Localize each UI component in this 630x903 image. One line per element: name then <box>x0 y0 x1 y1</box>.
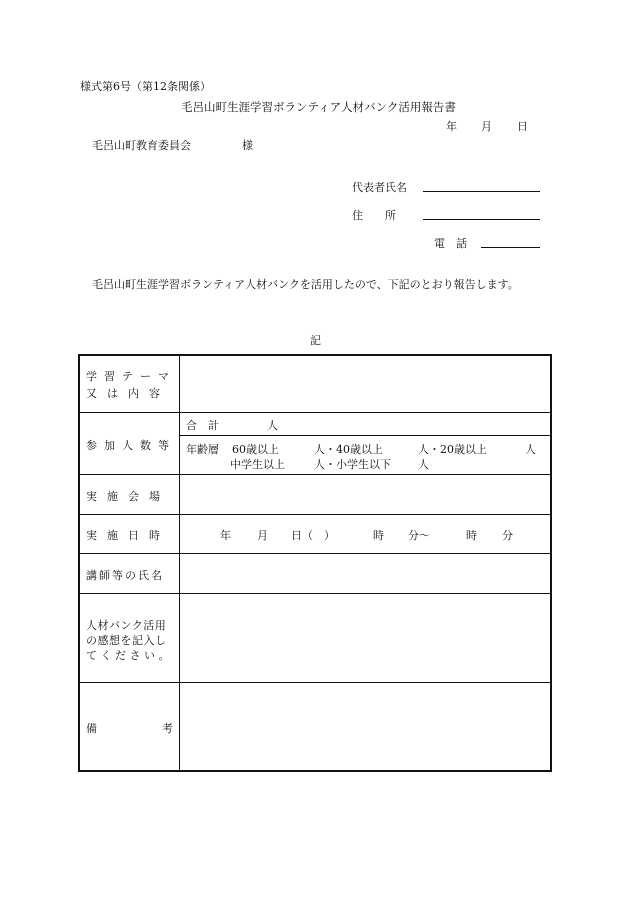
total-label: 合 計 <box>186 419 219 432</box>
total-persons-unit: 人 <box>267 419 278 432</box>
participants-subdivider <box>179 435 550 436</box>
date-month-label: 月 <box>481 120 492 133</box>
theme-label-line2: 又は内容 <box>86 387 170 400</box>
theme-label-line1: 学習テーマ <box>86 370 176 383</box>
age-label: 年齢層 <box>186 443 219 456</box>
impression-label-line3: てください。 <box>86 649 173 662</box>
rep-name-field[interactable] <box>423 191 540 192</box>
row-remarks <box>80 683 550 770</box>
datetime-month: 月 <box>257 529 268 542</box>
separator-dot-2: ・ <box>429 443 440 456</box>
ki-heading: 記 <box>310 334 321 347</box>
age-junior-unit: 人 <box>314 458 325 471</box>
impression-label-line1: 人材バンク活用 <box>86 619 167 632</box>
datetime-label: 実施日時 <box>86 529 170 542</box>
age-elem: 小学生以下 <box>336 458 391 471</box>
separator-dot-1: ・ <box>325 443 336 456</box>
age-over60: 60歳以上 <box>232 443 279 456</box>
theme-input[interactable] <box>180 356 550 412</box>
document-title: 毛呂山町生涯学習ボランティア人材バンク活用報告書 <box>181 100 456 114</box>
age-junior: 中学生以上 <box>230 458 285 471</box>
datetime-hour-end: 時 <box>466 529 477 542</box>
age-over60-unit: 人 <box>314 443 325 456</box>
address-label: 住 所 <box>352 209 396 222</box>
report-form-table <box>78 354 552 772</box>
instructor-label: 講師等の氏名 <box>86 569 164 582</box>
row-venue <box>80 475 550 515</box>
datetime-hour-start: 時 <box>373 529 384 542</box>
venue-label: 実施会場 <box>86 490 170 503</box>
remarks-input[interactable] <box>180 683 550 770</box>
date-day-label: 日 <box>517 120 528 133</box>
separator-dot-3: ・ <box>325 458 336 471</box>
date-year-label: 年 <box>446 120 457 133</box>
datetime-minute-start: 分〜 <box>408 529 430 542</box>
phone-label: 電 話 <box>434 237 467 250</box>
phone-field[interactable] <box>481 247 540 248</box>
row-datetime <box>80 515 550 554</box>
addressee: 毛呂山町教育委員会 <box>92 139 191 152</box>
venue-input[interactable] <box>180 475 550 514</box>
row-theme <box>80 356 550 413</box>
age-over20-unit: 人 <box>525 443 536 456</box>
datetime-day: 日（ ） <box>291 529 335 542</box>
age-over20: 20歳以上 <box>440 443 487 456</box>
row-impressions <box>80 594 550 683</box>
remarks-label-end: 考 <box>162 722 173 735</box>
report-statement: 毛呂山町生涯学習ボランティア人材バンクを活用したので、下記のとおり報告します。 <box>92 278 519 291</box>
rep-name-label: 代表者氏名 <box>352 181 407 194</box>
datetime-year: 年 <box>220 529 231 542</box>
honorific: 様 <box>242 139 253 152</box>
age-elem-unit: 人 <box>418 458 429 471</box>
instructor-input[interactable] <box>180 554 550 593</box>
form-number: 様式第6号（第12条関係） <box>80 80 211 93</box>
address-field[interactable] <box>423 219 540 220</box>
row-instructor <box>80 554 550 594</box>
age-over40-unit: 人 <box>418 443 429 456</box>
row-participants <box>80 413 550 475</box>
participants-label: 参加人数等 <box>86 439 176 452</box>
age-over40: 40歳以上 <box>336 443 383 456</box>
impression-input[interactable] <box>180 594 550 682</box>
remarks-label-start: 備 <box>86 722 97 735</box>
datetime-minute-end: 分 <box>502 529 513 542</box>
impression-label-line2: の感想を記入し <box>86 634 167 647</box>
